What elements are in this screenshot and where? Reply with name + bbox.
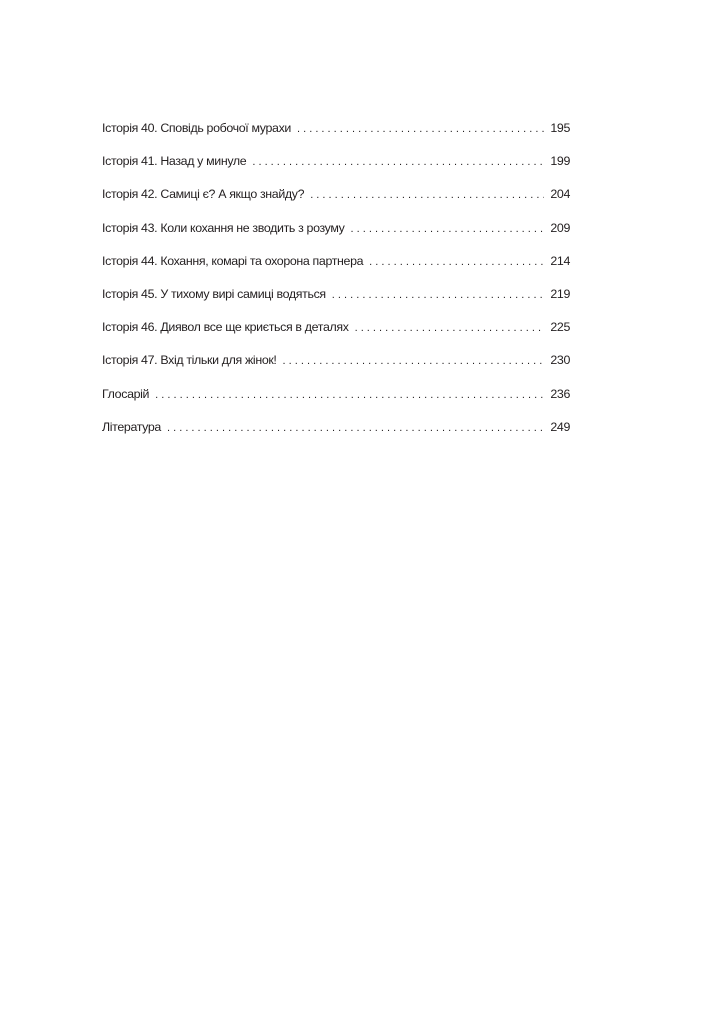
toc-dot-leader xyxy=(155,389,544,401)
toc-entry-page: 230 xyxy=(550,353,570,368)
toc-entry xyxy=(102,420,570,453)
toc-entry xyxy=(102,353,570,386)
toc-entry-page: 204 xyxy=(550,187,570,202)
toc-entry-title: Історія 46. Диявол все ще криється в деталях xyxy=(102,320,349,335)
toc-entry xyxy=(102,154,570,187)
toc-entry-title: Глосарій xyxy=(102,386,150,401)
toc-entry xyxy=(102,287,570,320)
toc-dot-leader xyxy=(297,123,544,135)
toc-entry-page: 236 xyxy=(550,386,570,401)
toc-dot-leader xyxy=(332,289,545,301)
toc-entry-title: Історія 41. Назад у минуле xyxy=(102,154,247,169)
toc-entry-page: 209 xyxy=(550,220,570,235)
toc-entry xyxy=(102,254,570,287)
toc-entry-page: 199 xyxy=(550,154,570,169)
toc-entry-title: Історія 43. Коли кохання не зводить з розуму xyxy=(102,220,345,235)
toc-entry-page: 214 xyxy=(550,253,570,268)
toc-entry-page: 219 xyxy=(550,286,570,301)
toc-entry-page: 249 xyxy=(550,419,570,434)
toc-entry xyxy=(102,387,570,420)
toc-dot-leader xyxy=(283,355,545,367)
toc-entry-title: Література xyxy=(102,419,161,434)
toc-entry-page: 195 xyxy=(550,121,570,135)
toc-entry xyxy=(102,121,570,154)
toc-entry-title: Історія 45. У тихому вирі самиці водяться xyxy=(102,286,326,301)
toc-entry-title: Історія 40. Сповідь робочої мурахи xyxy=(102,121,291,135)
toc-entry-page: 225 xyxy=(550,320,570,335)
toc-entry-title: Історія 47. Вхід тільки для жінок! xyxy=(102,353,277,368)
toc-dot-leader xyxy=(369,256,544,268)
toc-dot-leader xyxy=(252,156,544,168)
toc-entry-title: Історія 42. Самиці є? А якщо знайду? xyxy=(102,187,305,202)
table-of-contents xyxy=(102,121,570,453)
toc-dot-leader xyxy=(355,322,545,334)
toc-entry-title: Історія 44. Кохання, комарі та охорона партнера xyxy=(102,253,364,268)
toc-entry xyxy=(102,320,570,353)
toc-dot-leader xyxy=(310,189,544,201)
toc-dot-leader xyxy=(351,223,545,235)
toc-dot-leader xyxy=(167,422,544,434)
toc-entry xyxy=(102,187,570,220)
toc-entry xyxy=(102,221,570,254)
